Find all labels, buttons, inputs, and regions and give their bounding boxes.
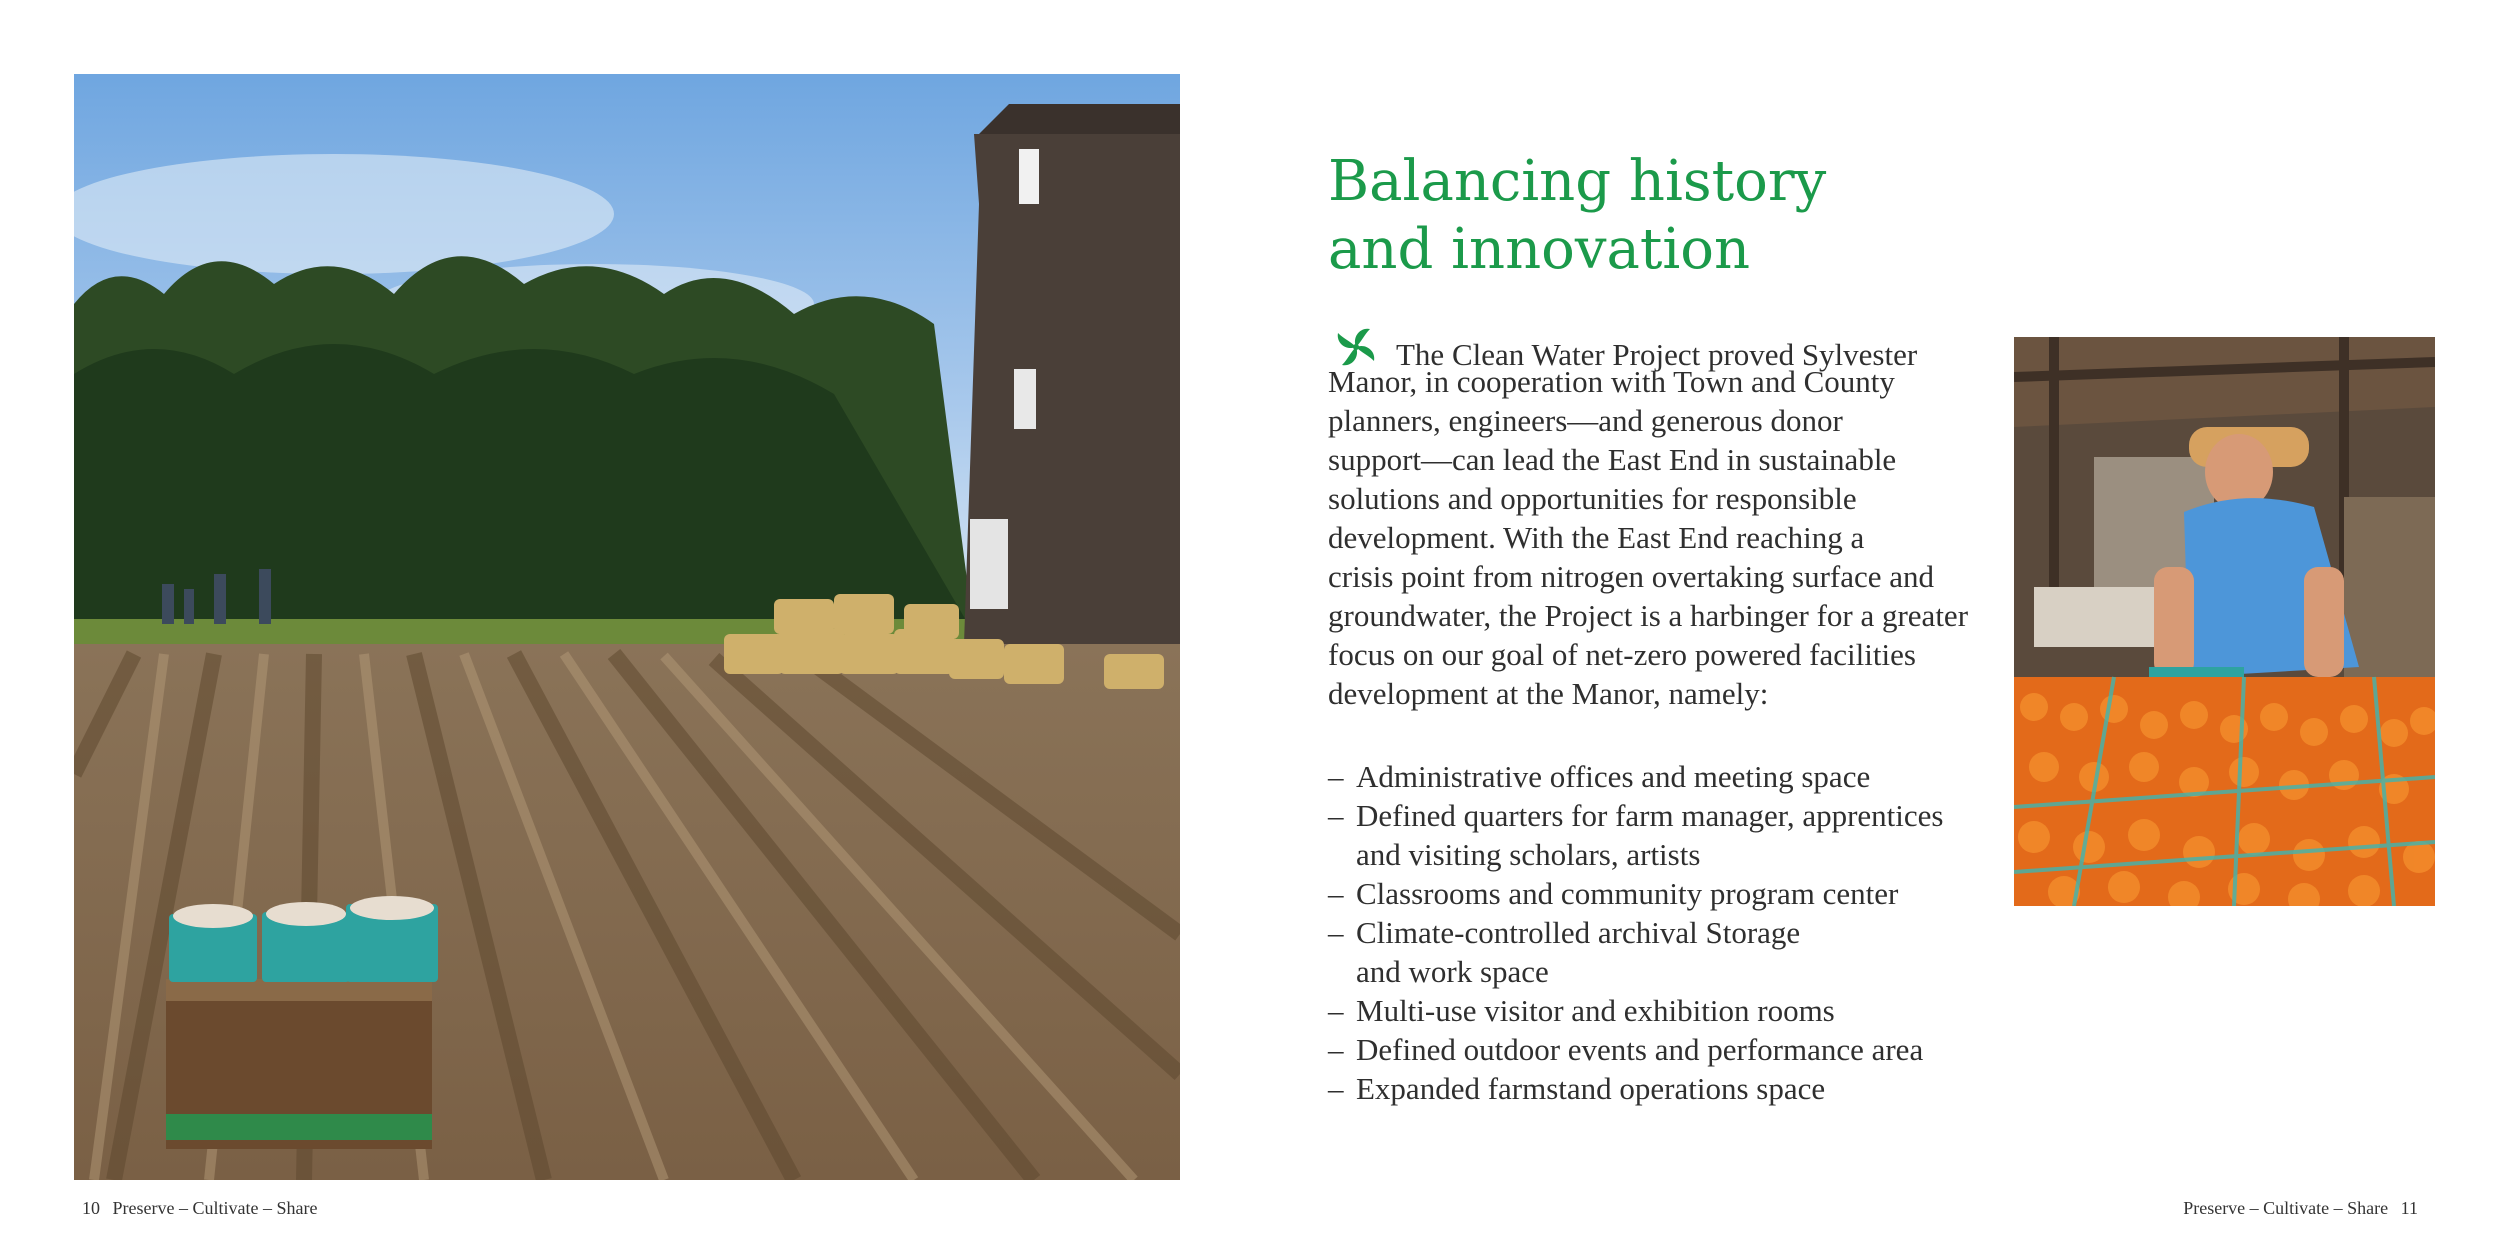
body-paragraph: [1328, 323, 1988, 713]
body-line: development at the Manor, namely:: [1328, 676, 1769, 711]
footer-left: [74, 1198, 317, 1219]
farmstand-photo: [2014, 337, 2435, 906]
list-item: – Multi-use visitor and exhibition rooms: [1328, 993, 1835, 1028]
footer-tagline-right: Preserve – Cultivate – Share: [2183, 1198, 2389, 1218]
body-line: The Clean Water Project proved Sylvester: [1328, 323, 1988, 362]
heading-line-2: and innovation: [1328, 217, 1751, 282]
page-number-right: 11: [2400, 1198, 2418, 1218]
page-number-left: 10: [82, 1198, 100, 1218]
list-item: – Expanded farmstand operations space: [1328, 1071, 1826, 1106]
list-item: – Defined outdoor events and performance area: [1328, 1032, 1924, 1067]
body-line: focus on our goal of net-zero powered facilities: [1328, 637, 1916, 672]
list-item: – Administrative offices and meeting space: [1328, 759, 1871, 794]
body-line: groundwater, the Project is a harbinger for a greater: [1328, 598, 1969, 633]
farm-field-photo: [74, 74, 1180, 1180]
page-heading: [1328, 148, 1826, 284]
list-item: – Climate-controlled archival Storage and work space: [1328, 915, 1801, 989]
list-item: – Defined quarters for farm manager, apprentices and visiting scholars, artists: [1328, 798, 1944, 872]
body-line: solutions and opportunities for responsible: [1328, 481, 1857, 516]
body-line: development. With the East End reaching a: [1328, 520, 1865, 555]
farm-field-photo-icon: [74, 74, 1180, 1180]
heading-line-1: Balancing history: [1328, 149, 1827, 214]
footer-tagline-left: Preserve – Cultivate – Share: [112, 1198, 318, 1218]
body-line: Manor, in cooperation with Town and County: [1328, 364, 1895, 399]
farmstand-photo-icon: [2014, 337, 2435, 906]
facilities-list: [1328, 757, 1943, 1108]
body-line: crisis point from nitrogen overtaking surface and: [1328, 559, 1935, 594]
list-item: – Classrooms and community program center: [1328, 876, 1899, 911]
body-line: support—can lead the East End in sustainable: [1328, 442, 1897, 477]
footer-right: [2183, 1198, 2426, 1219]
body-line: planners, engineers—and generous donor: [1328, 403, 1843, 438]
